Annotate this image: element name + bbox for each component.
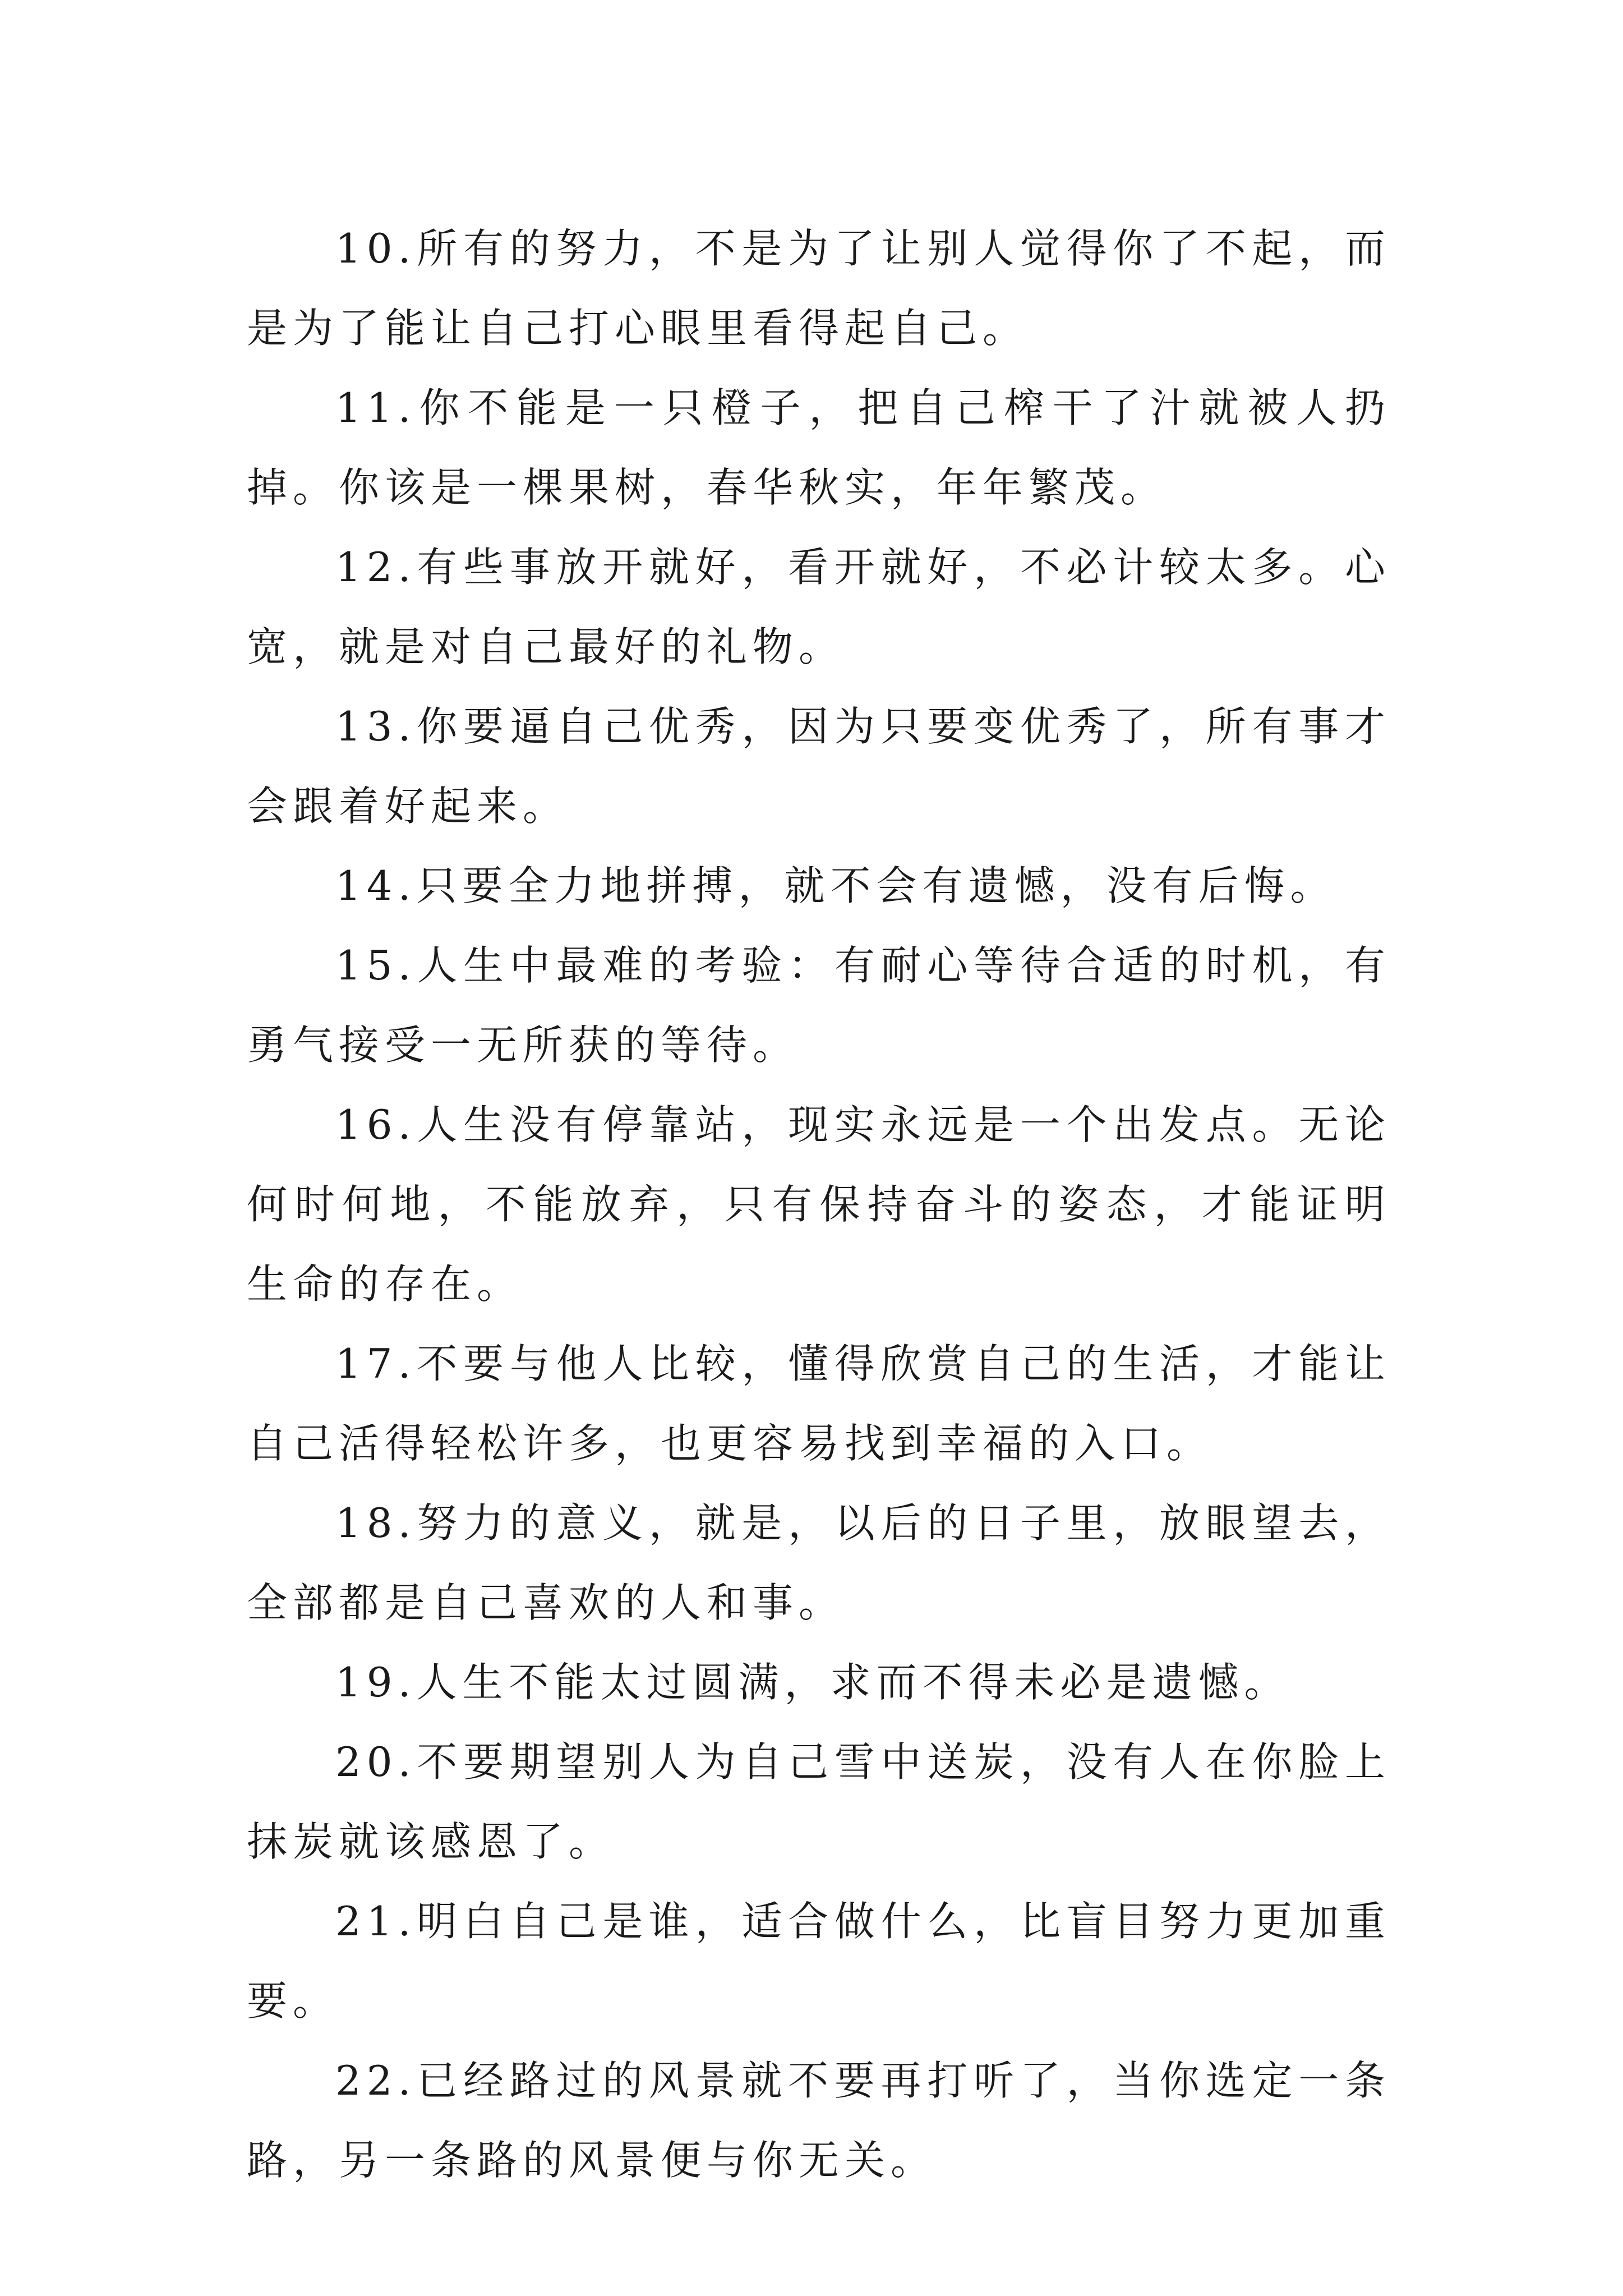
paragraph-12: 12.有些事放开就好，看开就好，不必计较太多。心宽，就是对自己最好的礼物。 xyxy=(247,544,1391,670)
paragraph-15: 15.人生中最难的考验：有耐心等待合适的时机，有勇气接受一无所获的等待。 xyxy=(247,942,1391,1069)
paragraph-22: 22.已经路过的风景就不要再打听了，当你选定一条路，另一条路的风景便与你无关。 xyxy=(247,2057,1391,2184)
document-body xyxy=(247,209,1391,2200)
paragraph-19: 19.人生不能太过圆满，求而不得未必是遗憾。 xyxy=(335,1659,1290,1706)
paragraph-17: 17.不要与他人比较，懂得欣赏自己的生活，才能让自己活得轻松许多，也更容易找到幸福的入口。 xyxy=(247,1340,1391,1467)
paragraph-10: 10.所有的努力，不是为了让别人觉得你了不起，而是为了能让自己打心眼里看得起自己。 xyxy=(247,225,1391,352)
paragraph-14: 14.只要全力地拼搏，就不会有遗憾，没有后悔。 xyxy=(335,862,1336,909)
paragraph-16: 16.人生没有停靠站，现实永远是一个出发点。无论何时何地，不能放弃，只有保持奋斗的姿态，才能证明生命的存在。 xyxy=(247,1101,1391,1308)
paragraph-11: 11.你不能是一只橙子，把自己榨干了汁就被人扔掉。你该是一棵果树，春华秋实，年年繁茂。 xyxy=(247,384,1391,511)
paragraph-20: 20.不要期望别人为自己雪中送炭，没有人在你脸上抹炭就该感恩了。 xyxy=(247,1738,1391,1865)
paragraph-18: 18.努力的意义，就是，以后的日子里，放眼望去，全部都是自己喜欢的人和事。 xyxy=(247,1499,1391,1626)
paragraph-13: 13.你要逼自己优秀，因为只要变优秀了，所有事才会跟着好起来。 xyxy=(247,703,1391,830)
paragraph-21: 21.明白自己是谁，适合做什么，比盲目努力更加重要。 xyxy=(247,1898,1391,2024)
